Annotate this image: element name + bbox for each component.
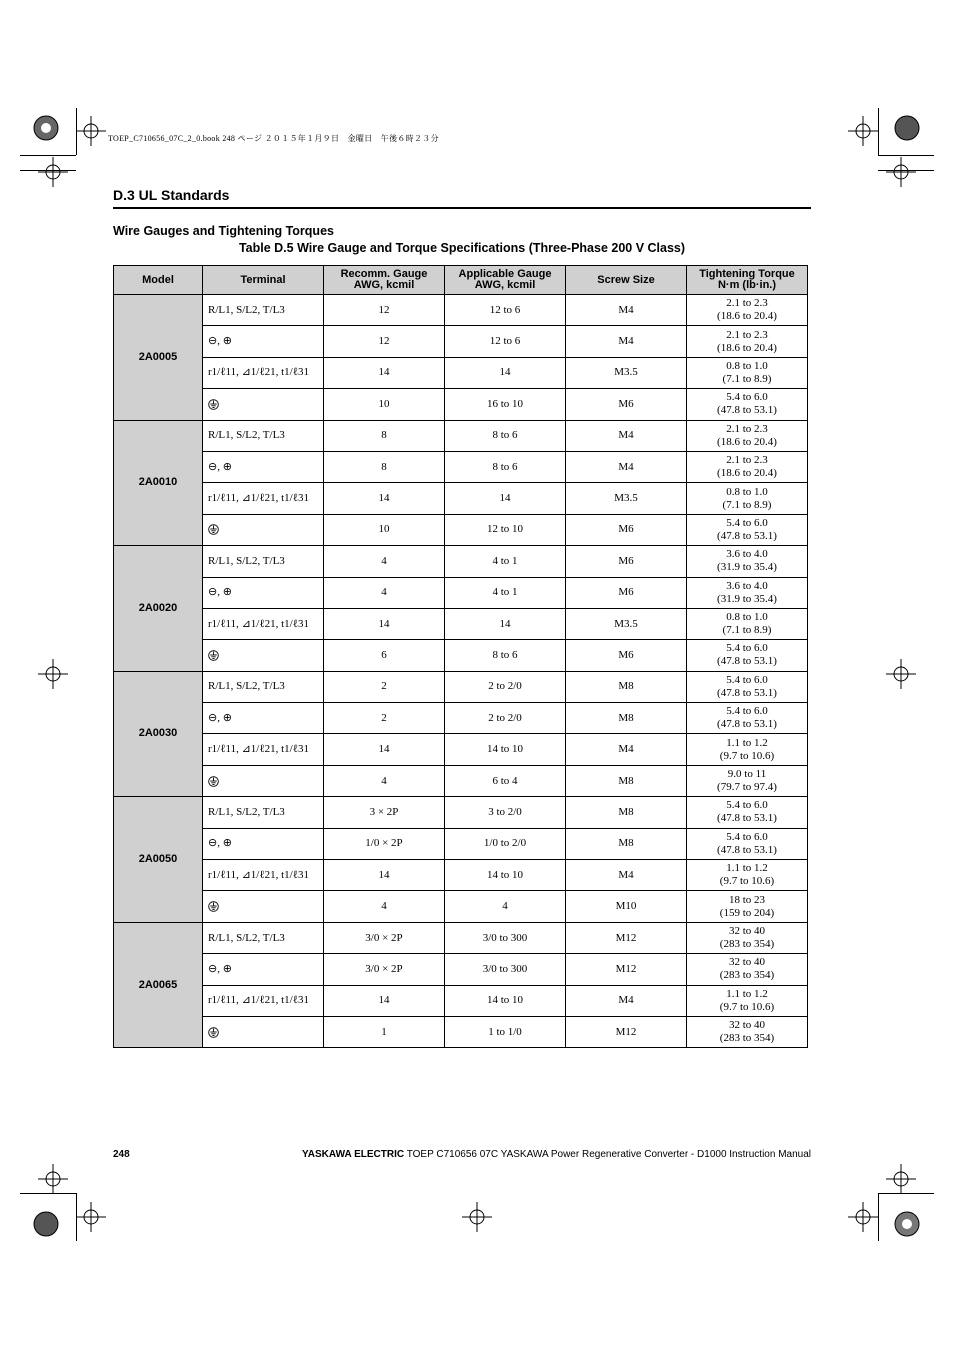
recomm-gauge-cell: 14 <box>324 860 445 891</box>
subsection-title: Wire Gauges and Tightening Torques <box>113 224 334 238</box>
terminal-cell <box>203 891 324 922</box>
applicable-gauge-cell: 3/0 to 300 <box>445 954 566 985</box>
screw-size-cell: M12 <box>566 1016 687 1047</box>
applicable-gauge-cell: 14 <box>445 357 566 388</box>
recomm-gauge-cell: 8 <box>324 451 445 482</box>
crosshair-icon <box>38 157 68 187</box>
recomm-gauge-cell: 4 <box>324 577 445 608</box>
footer-manual: TOEP C710656 07C YASKAWA Power Regenerative Converter - D1000 Instruction Manual <box>406 1149 811 1160</box>
crosshair-icon <box>76 1202 106 1232</box>
torque-cell: 32 to 40 (283 to 354) <box>687 1016 808 1047</box>
recomm-gauge-cell: 10 <box>324 514 445 545</box>
table-row <box>114 483 808 514</box>
terminal-cell: R/L1, S/L2, T/L3 <box>203 922 324 953</box>
recomm-gauge-cell: 12 <box>324 326 445 357</box>
registration-dial-icon <box>889 110 925 146</box>
model-cell: 2A0020 <box>114 546 203 672</box>
crosshair-icon <box>38 659 68 689</box>
terminal-cell: r1/ℓ11, ⊿1/ℓ21, t1/ℓ31 <box>203 860 324 891</box>
screw-size-cell: M8 <box>566 797 687 828</box>
recomm-gauge-cell: 4 <box>324 765 445 796</box>
table-row <box>114 828 808 859</box>
torque-cell: 0.8 to 1.0 (7.1 to 8.9) <box>687 357 808 388</box>
table-row <box>114 703 808 734</box>
wire-gauge-table <box>113 265 808 1048</box>
terminal-cell <box>203 640 324 671</box>
applicable-gauge-cell: 3 to 2/0 <box>445 797 566 828</box>
section-header: D.3 UL Standards <box>113 187 811 209</box>
applicable-gauge-cell: 8 to 6 <box>445 640 566 671</box>
applicable-gauge-cell: 4 to 1 <box>445 546 566 577</box>
torque-cell: 3.6 to 4.0 (31.9 to 35.4) <box>687 546 808 577</box>
table-caption: Table D.5 Wire Gauge and Torque Specifications (Three-Phase 200 V Class) <box>238 241 686 255</box>
crosshair-icon <box>886 157 916 187</box>
screw-size-cell: M6 <box>566 514 687 545</box>
recomm-gauge-cell: 2 <box>324 703 445 734</box>
table-row <box>114 671 808 702</box>
applicable-gauge-cell: 4 <box>445 891 566 922</box>
recomm-gauge-cell: 10 <box>324 389 445 420</box>
screw-size-cell: M4 <box>566 420 687 451</box>
model-cell: 2A0030 <box>114 671 203 797</box>
recomm-gauge-cell: 12 <box>324 295 445 326</box>
table-row <box>114 295 808 326</box>
torque-cell: 18 to 23 (159 to 204) <box>687 891 808 922</box>
screw-size-cell: M3.5 <box>566 608 687 639</box>
table-row <box>114 608 808 639</box>
table-row <box>114 765 808 796</box>
terminal-cell: r1/ℓ11, ⊿1/ℓ21, t1/ℓ31 <box>203 608 324 639</box>
recomm-gauge-cell: 2 <box>324 671 445 702</box>
recomm-gauge-cell: 14 <box>324 985 445 1016</box>
applicable-gauge-cell: 16 to 10 <box>445 389 566 420</box>
table-row <box>114 985 808 1016</box>
table-row <box>114 514 808 545</box>
screw-size-cell: M4 <box>566 326 687 357</box>
torque-cell: 5.4 to 6.0 (47.8 to 53.1) <box>687 640 808 671</box>
terminal-cell: R/L1, S/L2, T/L3 <box>203 420 324 451</box>
screw-size-cell: M4 <box>566 985 687 1016</box>
torque-cell: 2.1 to 2.3 (18.6 to 20.4) <box>687 420 808 451</box>
terminal-cell: r1/ℓ11, ⊿1/ℓ21, t1/ℓ31 <box>203 734 324 765</box>
registration-dial-icon <box>28 1206 64 1242</box>
terminal-cell: R/L1, S/L2, T/L3 <box>203 671 324 702</box>
terminal-cell: r1/ℓ11, ⊿1/ℓ21, t1/ℓ31 <box>203 483 324 514</box>
screw-size-cell: M6 <box>566 640 687 671</box>
table-row <box>114 1016 808 1047</box>
torque-cell: 5.4 to 6.0 (47.8 to 53.1) <box>687 703 808 734</box>
torque-cell: 1.1 to 1.2 (9.7 to 10.6) <box>687 985 808 1016</box>
table-row <box>114 734 808 765</box>
screw-size-cell: M8 <box>566 765 687 796</box>
screw-size-cell: M6 <box>566 389 687 420</box>
screw-size-cell: M4 <box>566 734 687 765</box>
screw-size-cell: M12 <box>566 922 687 953</box>
torque-cell: 32 to 40 (283 to 354) <box>687 922 808 953</box>
terminal-cell: ⊖, ⊕ <box>203 828 324 859</box>
crosshair-icon <box>886 1164 916 1194</box>
crosshair-icon <box>462 1202 492 1232</box>
recomm-gauge-cell: 14 <box>324 608 445 639</box>
torque-cell: 5.4 to 6.0 (47.8 to 53.1) <box>687 671 808 702</box>
torque-cell: 5.4 to 6.0 (47.8 to 53.1) <box>687 514 808 545</box>
terminal-cell: ⊖, ⊕ <box>203 577 324 608</box>
screw-size-cell: M6 <box>566 546 687 577</box>
torque-cell: 5.4 to 6.0 (47.8 to 53.1) <box>687 389 808 420</box>
table-row <box>114 922 808 953</box>
recomm-gauge-cell: 4 <box>324 891 445 922</box>
crosshair-icon <box>38 1164 68 1194</box>
applicable-gauge-cell: 8 to 6 <box>445 451 566 482</box>
model-cell: 2A0005 <box>114 295 203 421</box>
table-row <box>114 797 808 828</box>
ground-icon <box>208 524 219 535</box>
torque-cell: 0.8 to 1.0 (7.1 to 8.9) <box>687 608 808 639</box>
terminal-cell <box>203 389 324 420</box>
table-row <box>114 357 808 388</box>
recomm-gauge-cell: 3/0 × 2P <box>324 954 445 985</box>
torque-cell: 2.1 to 2.3 (18.6 to 20.4) <box>687 451 808 482</box>
table-row <box>114 451 808 482</box>
table-row <box>114 389 808 420</box>
applicable-gauge-cell: 2 to 2/0 <box>445 671 566 702</box>
table-row <box>114 546 808 577</box>
screw-size-cell: M12 <box>566 954 687 985</box>
screw-size-cell: M8 <box>566 828 687 859</box>
ground-icon <box>208 1027 219 1038</box>
registration-dial-icon <box>28 110 64 146</box>
screw-size-cell: M4 <box>566 860 687 891</box>
torque-cell: 2.1 to 2.3 (18.6 to 20.4) <box>687 326 808 357</box>
table-row <box>114 577 808 608</box>
crosshair-icon <box>848 1202 878 1232</box>
recomm-gauge-cell: 4 <box>324 546 445 577</box>
footer-brand: YASKAWA ELECTRIC <box>302 1149 405 1160</box>
print-info-line: TOEP_C710656_07C_2_0.book 248 ページ ２０１５年１月９日 金曜日 午後６時２３分 <box>108 134 439 143</box>
terminal-cell: ⊖, ⊕ <box>203 326 324 357</box>
header-tightening-torque: Tightening Torque N·m (lb·in.) <box>687 266 808 295</box>
screw-size-cell: M8 <box>566 703 687 734</box>
applicable-gauge-cell: 12 to 6 <box>445 295 566 326</box>
table-row <box>114 420 808 451</box>
footer-manual-title <box>302 1149 811 1160</box>
ground-icon <box>208 650 219 661</box>
terminal-cell <box>203 1016 324 1047</box>
applicable-gauge-cell: 8 to 6 <box>445 420 566 451</box>
model-cell: 2A0065 <box>114 922 203 1048</box>
screw-size-cell: M4 <box>566 295 687 326</box>
torque-cell: 1.1 to 1.2 (9.7 to 10.6) <box>687 734 808 765</box>
applicable-gauge-cell: 14 <box>445 483 566 514</box>
table-row <box>114 860 808 891</box>
header-terminal: Terminal <box>203 266 324 295</box>
terminal-cell <box>203 765 324 796</box>
screw-size-cell: M4 <box>566 451 687 482</box>
torque-cell: 32 to 40 (283 to 354) <box>687 954 808 985</box>
terminal-cell: r1/ℓ11, ⊿1/ℓ21, t1/ℓ31 <box>203 357 324 388</box>
recomm-gauge-cell: 1 <box>324 1016 445 1047</box>
torque-cell: 1.1 to 1.2 (9.7 to 10.6) <box>687 860 808 891</box>
applicable-gauge-cell: 14 <box>445 608 566 639</box>
recomm-gauge-cell: 3/0 × 2P <box>324 922 445 953</box>
terminal-cell: R/L1, S/L2, T/L3 <box>203 295 324 326</box>
ground-icon <box>208 901 219 912</box>
torque-cell: 2.1 to 2.3 (18.6 to 20.4) <box>687 295 808 326</box>
applicable-gauge-cell: 14 to 10 <box>445 860 566 891</box>
torque-cell: 0.8 to 1.0 (7.1 to 8.9) <box>687 483 808 514</box>
registration-dial-icon <box>889 1206 925 1242</box>
screw-size-cell: M3.5 <box>566 357 687 388</box>
applicable-gauge-cell: 6 to 4 <box>445 765 566 796</box>
model-cell: 2A0010 <box>114 420 203 546</box>
torque-cell: 5.4 to 6.0 (47.8 to 53.1) <box>687 797 808 828</box>
recomm-gauge-cell: 3 × 2P <box>324 797 445 828</box>
table-row <box>114 891 808 922</box>
recomm-gauge-cell: 6 <box>324 640 445 671</box>
recomm-gauge-cell: 1/0 × 2P <box>324 828 445 859</box>
recomm-gauge-cell: 14 <box>324 357 445 388</box>
terminal-cell: r1/ℓ11, ⊿1/ℓ21, t1/ℓ31 <box>203 985 324 1016</box>
applicable-gauge-cell: 14 to 10 <box>445 734 566 765</box>
terminal-cell: R/L1, S/L2, T/L3 <box>203 797 324 828</box>
recomm-gauge-cell: 14 <box>324 734 445 765</box>
recomm-gauge-cell: 8 <box>324 420 445 451</box>
terminal-cell: R/L1, S/L2, T/L3 <box>203 546 324 577</box>
model-cell: 2A0050 <box>114 797 203 923</box>
terminal-cell: ⊖, ⊕ <box>203 954 324 985</box>
ground-icon <box>208 399 219 410</box>
torque-cell: 3.6 to 4.0 (31.9 to 35.4) <box>687 577 808 608</box>
torque-cell: 9.0 to 11 (79.7 to 97.4) <box>687 765 808 796</box>
terminal-cell <box>203 514 324 545</box>
table-row <box>114 954 808 985</box>
header-screw-size: Screw Size <box>566 266 687 295</box>
applicable-gauge-cell: 2 to 2/0 <box>445 703 566 734</box>
crosshair-icon <box>886 659 916 689</box>
screw-size-cell: M8 <box>566 671 687 702</box>
terminal-cell: ⊖, ⊕ <box>203 451 324 482</box>
crosshair-icon <box>76 116 106 146</box>
recomm-gauge-cell: 14 <box>324 483 445 514</box>
applicable-gauge-cell: 12 to 6 <box>445 326 566 357</box>
table-header-row <box>114 266 808 295</box>
screw-size-cell: M3.5 <box>566 483 687 514</box>
applicable-gauge-cell: 1 to 1/0 <box>445 1016 566 1047</box>
header-model: Model <box>114 266 203 295</box>
applicable-gauge-cell: 4 to 1 <box>445 577 566 608</box>
screw-size-cell: M10 <box>566 891 687 922</box>
table-row <box>114 640 808 671</box>
applicable-gauge-cell: 3/0 to 300 <box>445 922 566 953</box>
header-recomm-gauge: Recomm. Gauge AWG, kcmil <box>324 266 445 295</box>
terminal-cell: ⊖, ⊕ <box>203 703 324 734</box>
screw-size-cell: M6 <box>566 577 687 608</box>
torque-cell: 5.4 to 6.0 (47.8 to 53.1) <box>687 828 808 859</box>
applicable-gauge-cell: 1/0 to 2/0 <box>445 828 566 859</box>
page-number: 248 <box>113 1149 130 1160</box>
ground-icon <box>208 776 219 787</box>
applicable-gauge-cell: 14 to 10 <box>445 985 566 1016</box>
table-row <box>114 326 808 357</box>
applicable-gauge-cell: 12 to 10 <box>445 514 566 545</box>
header-applicable-gauge: Applicable Gauge AWG, kcmil <box>445 266 566 295</box>
crosshair-icon <box>848 116 878 146</box>
